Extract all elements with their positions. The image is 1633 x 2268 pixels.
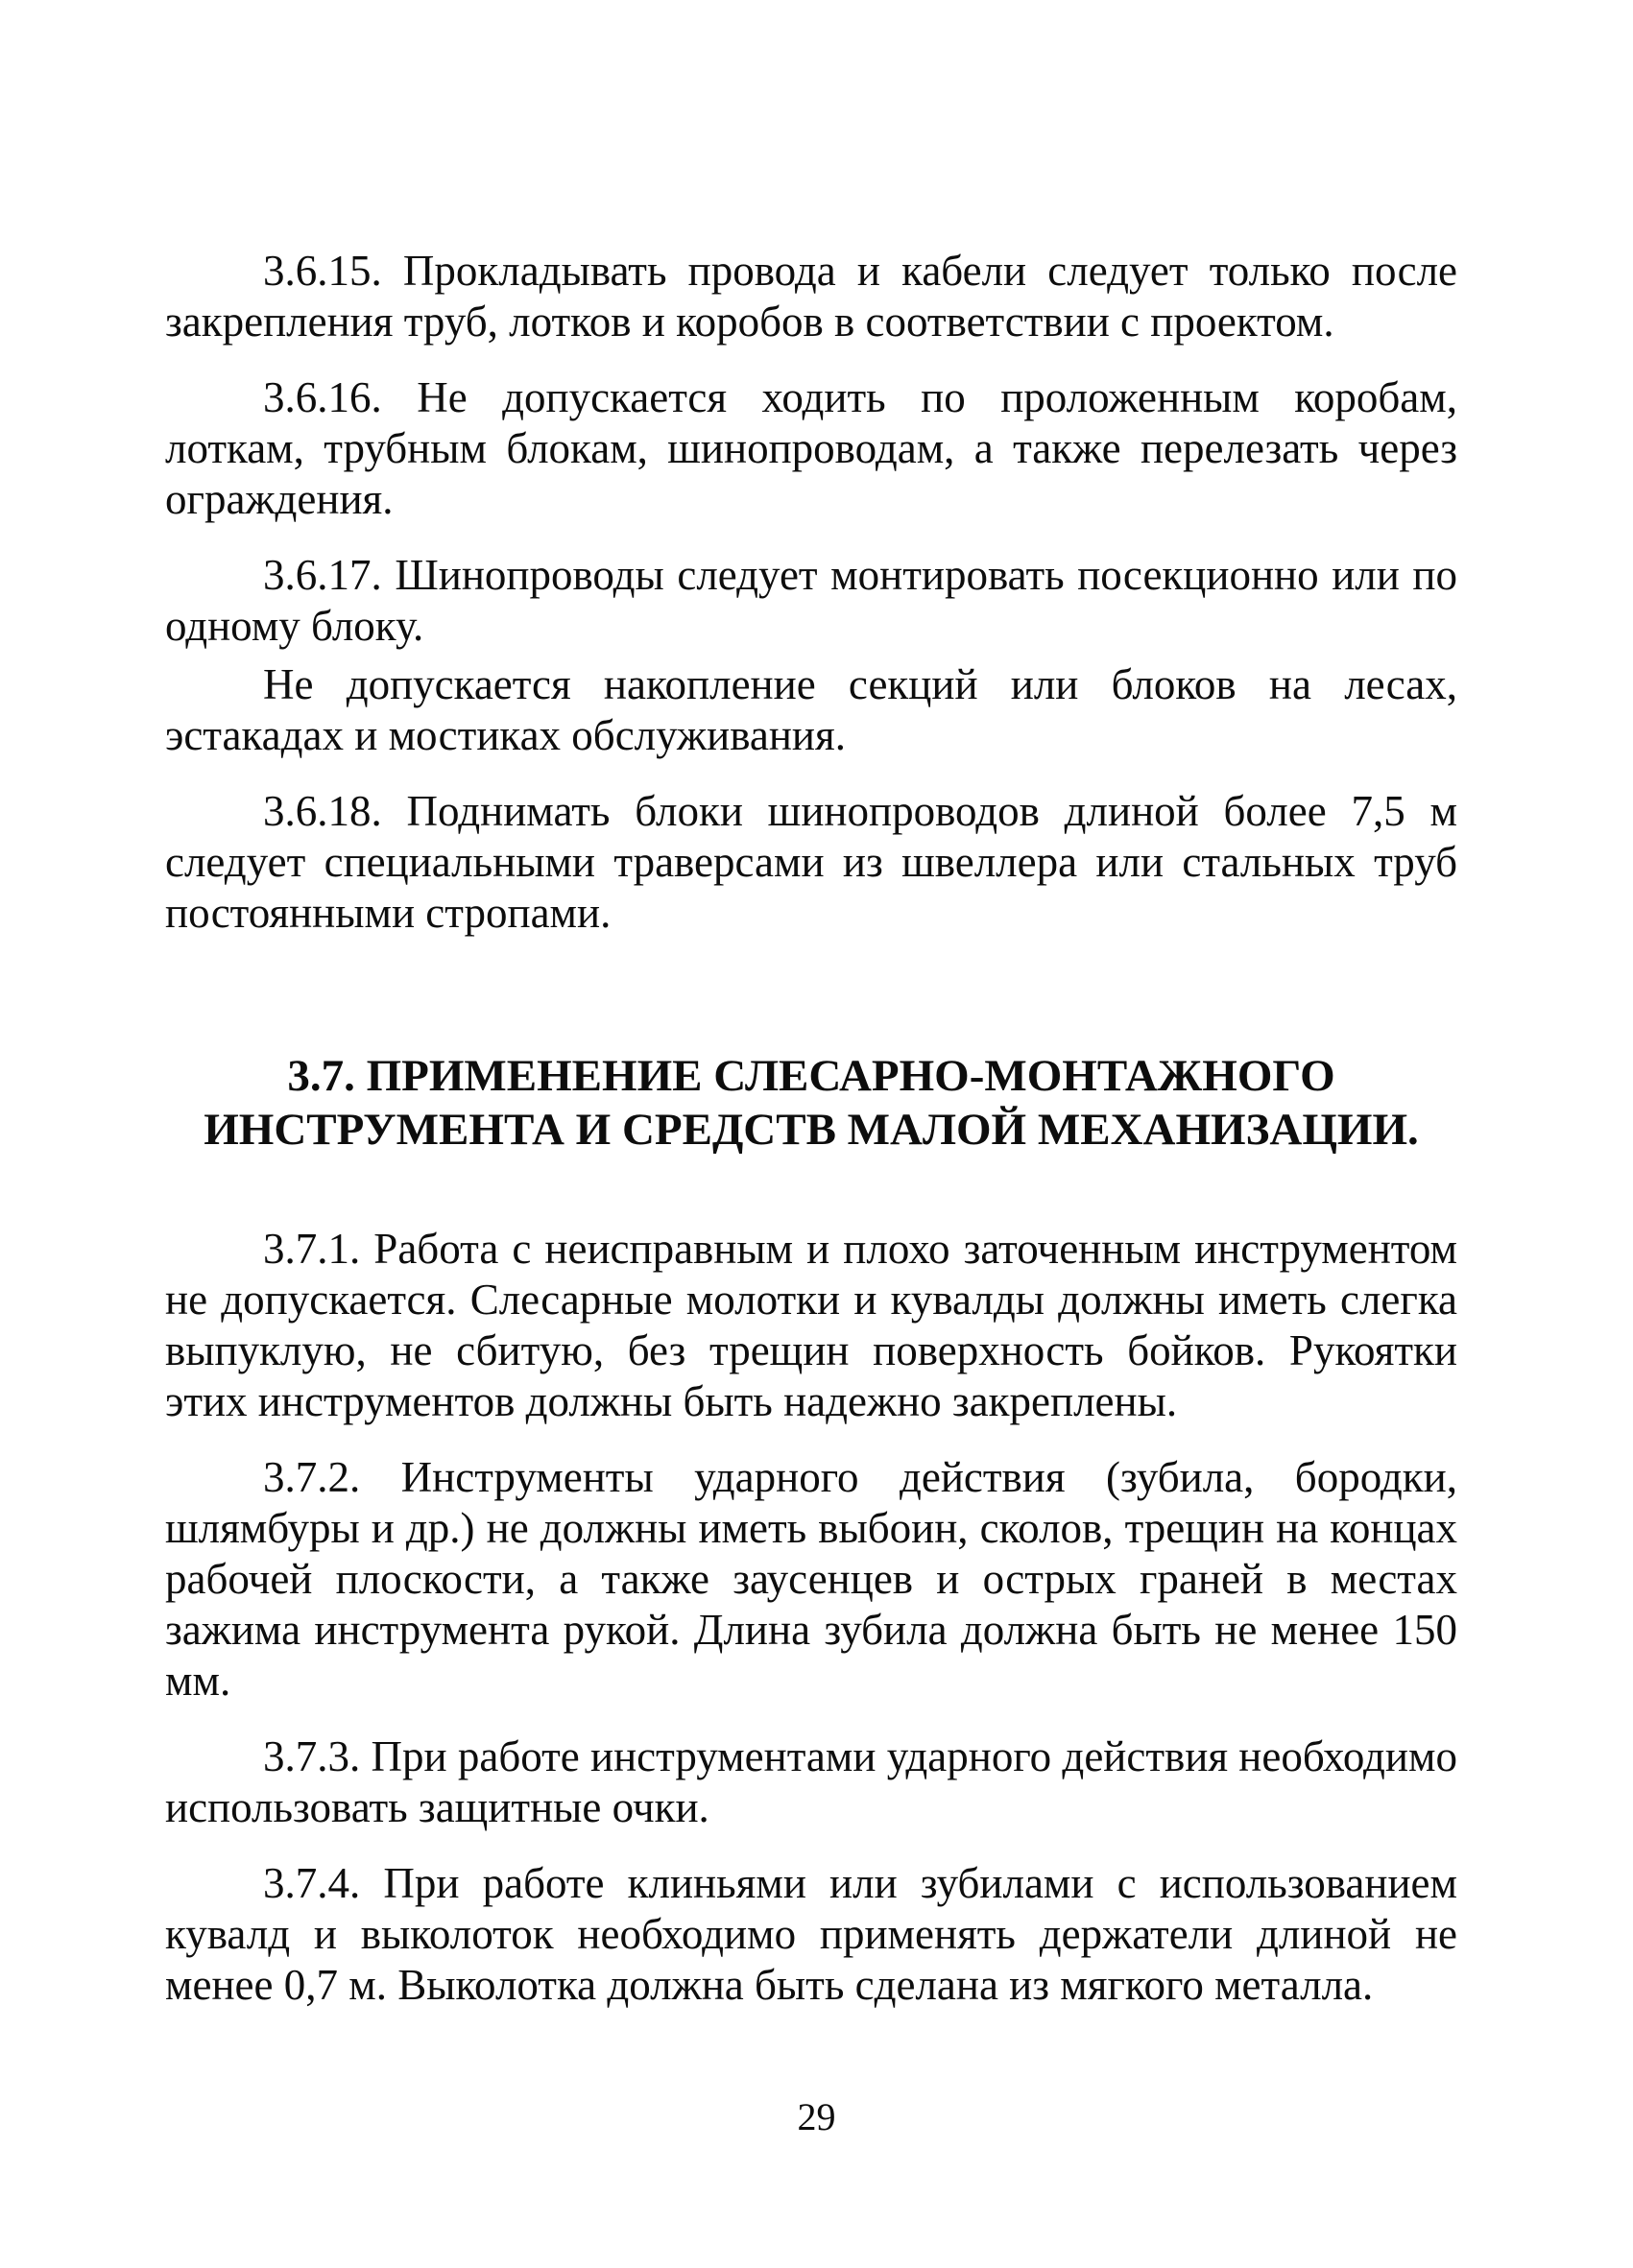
paragraph-3-7-4: 3.7.4. При работе клиньями или зубилами с использованием кувалд и выколоток необходимо применять держатели длиной не менее 0,7 м. Выколотка должна быть сделана из мягкого металла.	[165, 1859, 1457, 2009]
section-heading-line-1: 3.7. ПРИМЕНЕНИЕ СЛЕСАРНО-МОНТАЖНОГО	[287, 1051, 1335, 1101]
page-number: 29	[797, 2095, 836, 2138]
paragraph-3-7-3: 3.7.3. При работе инструментами ударного действия необходимо использовать защитные очки.	[165, 1732, 1457, 1831]
paragraph-3-6-15: 3.6.15. Прокладывать провода и кабели следует только после закрепления труб, лотков и коробов в соответствии с проектом.	[165, 247, 1457, 346]
page-content	[165, 246, 1457, 2011]
paragraph-3-7-1: 3.7.1. Работа с неисправным и плохо заточенным инструментом не допускается. Слесарные молотки и кувалды должны иметь слегка выпуклую, не сбитую, без трещин поверхность бойков. Рукоятки этих инструментов должны быть надежно закреплены.	[165, 1225, 1457, 1425]
paragraph-3-6-17-note: Не допускается накопление секций или блоков на лесах, эстакадах и мостиках обслуживания.	[165, 660, 1457, 759]
paragraph-3-6-17: 3.6.17. Шинопроводы следует монтировать посекционно или по одному блоку.	[165, 551, 1457, 650]
paragraph-3-7-2: 3.7.2. Инструменты ударного действия (зубила, бородки, шлямбуры и др.) не должны иметь выбоин, сколов, трещин на концах рабочей плоскости, а также заусенцев и острых граней в местах зажима инструмента рукой. Длина зубила должна быть не менее 150 мм.	[165, 1453, 1457, 1705]
section-heading-3-7	[165, 1049, 1457, 1157]
section-heading-line-2: ИНСТРУМЕНТА И СРЕДСТВ МАЛОЙ МЕХАНИЗАЦИИ.	[204, 1105, 1419, 1155]
paragraph-3-6-18: 3.6.18. Поднимать блоки шинопроводов длиной более 7,5 м следует специальными траверсами из швеллера или стальных труб постоянными стропами.	[165, 787, 1457, 937]
paragraph-3-6-16: 3.6.16. Не допускается ходить по проложенным коробам, лоткам, трубным блокам, шинопроводам, а также перелезать через ограждения.	[165, 373, 1457, 523]
